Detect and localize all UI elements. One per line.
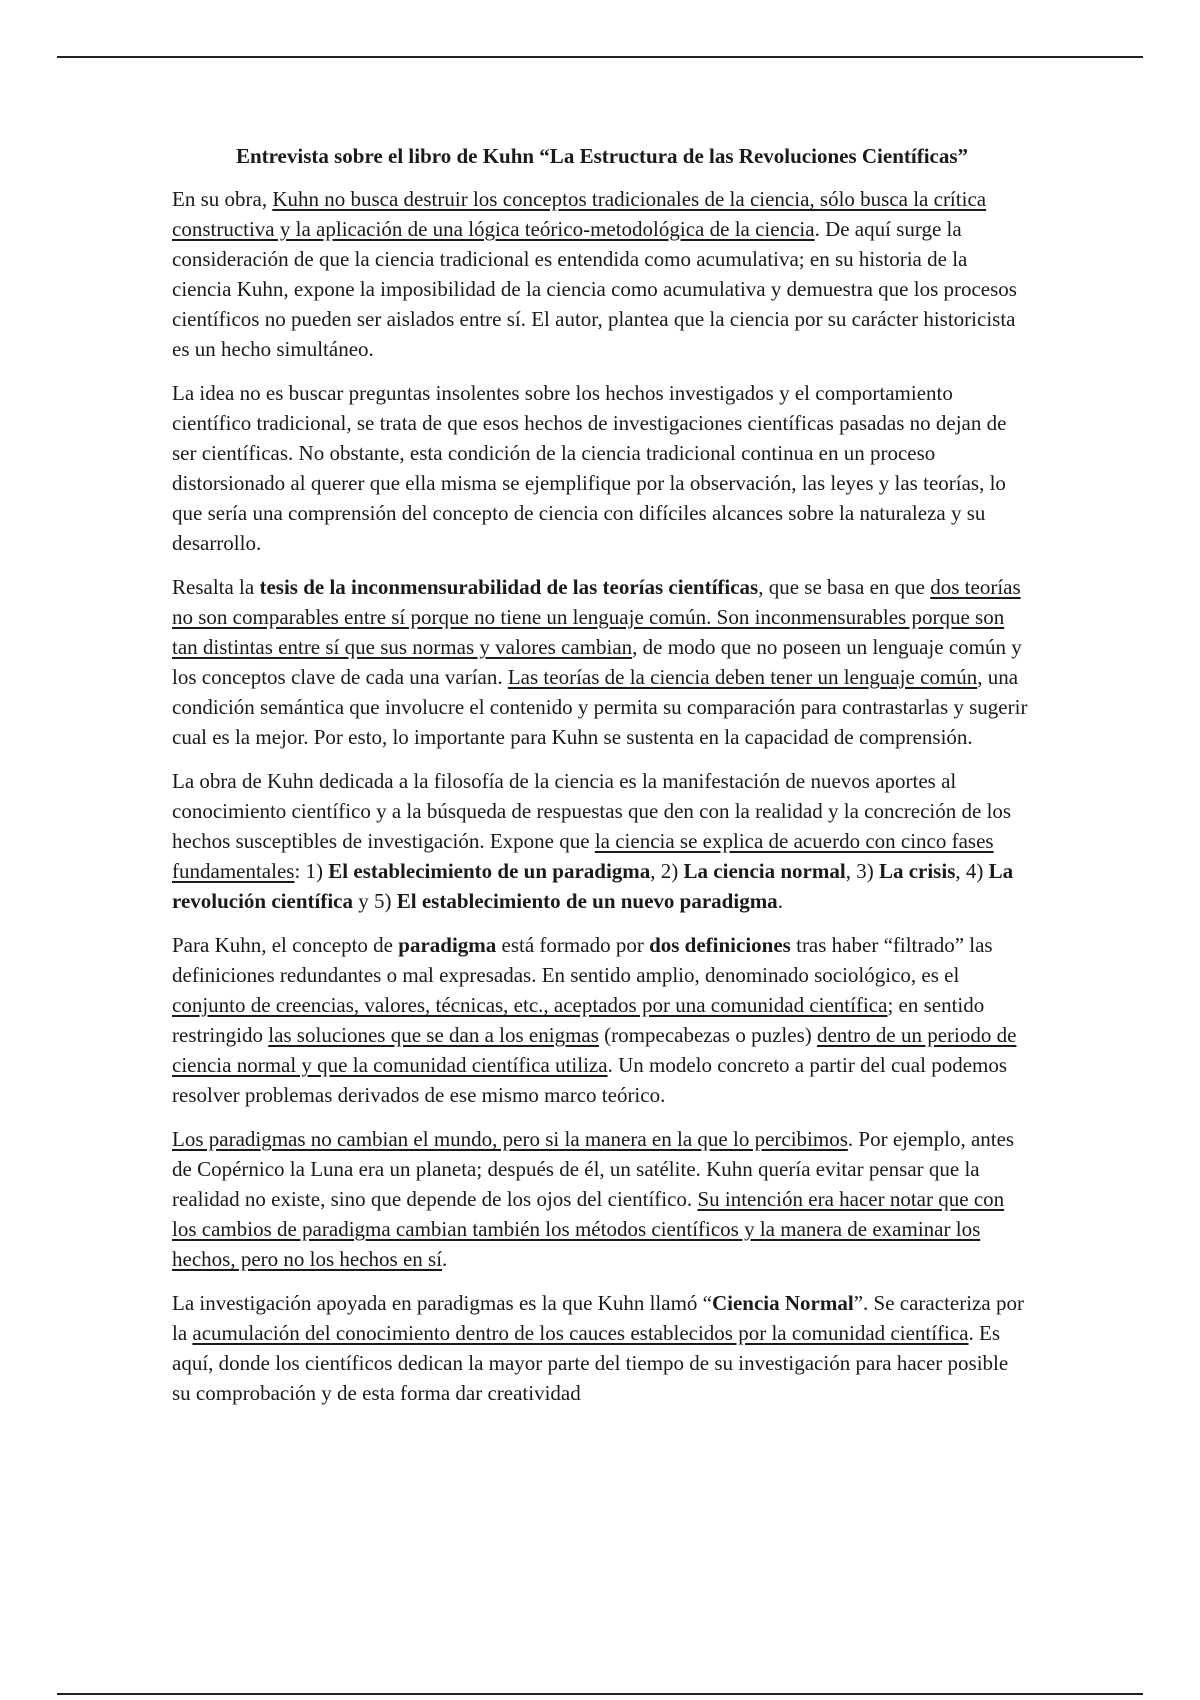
text-run: ; en sentido restringido <box>172 993 985 1047</box>
text-run: , 3) <box>845 859 879 883</box>
bold-text: tesis de la inconmensurabilidad de las teorías científicas <box>259 575 759 599</box>
text-run: . <box>442 1247 448 1271</box>
document-body <box>172 140 1032 1422</box>
underlined-text: las soluciones que se dan a los enigmas <box>268 1023 599 1047</box>
text-run: y 5) <box>353 889 397 913</box>
paragraph <box>172 184 1032 364</box>
bold-text: Ciencia Normal <box>711 1291 854 1315</box>
bold-text: La crisis <box>878 859 956 883</box>
text-run: La idea no es buscar preguntas insolentes sobre los hechos investigados y el comportamiento científico tradicional, se trata de que esos hechos de investigaciones científicas pasadas no dejan de ser científicas. No obstante, esta condición de la ciencia tradicional continua en un proceso distorsionado al querer que ella misma se ejemplifique por la observación, las leyes y las teorías, lo que sería una comprensión del concepto de ciencia con difíciles alcances sobre la naturaleza y su desarrollo. <box>172 381 1007 555</box>
underlined-text: la ciencia se explica de acuerdo con cinco fases fundamentales <box>172 829 994 883</box>
paragraph <box>172 1288 1032 1408</box>
paragraph <box>172 378 1032 558</box>
text-run: , de modo que no poseen un lenguaje común y los conceptos clave de cada una varían. <box>172 635 1022 689</box>
text-run: . Por ejemplo, antes de Copérnico la Luna era un planeta; después de él, un satélite. Kuhn quería evitar pensar que la realidad no existe, sino que depende de los ojos del científico. <box>172 1127 1015 1211</box>
underlined-text: Las teorías de la ciencia deben tener un lenguaje común <box>507 665 978 689</box>
text-run: (rompecabezas o puzles) <box>598 1023 817 1047</box>
text-run: tras haber “filtrado” las definiciones redundantes o mal expresadas. En sentido amplio, denominado sociológico, es el <box>172 933 993 987</box>
underlined-text: conjunto de creencias, valores, técnicas, etc., aceptados por una comunidad científica <box>172 993 888 1017</box>
bold-text: La revolución científica <box>172 859 1014 913</box>
bold-text: El establecimiento de un nuevo paradigma <box>396 889 778 913</box>
text-run: En su obra, <box>172 187 273 211</box>
text-run: ”. Se caracteriza por la <box>172 1291 1024 1345</box>
top-rule <box>57 56 1143 58</box>
text-run: Resalta la <box>172 575 260 599</box>
paragraph <box>172 930 1032 1110</box>
text-run: La investigación apoyada en paradigmas es la que Kuhn llamó “ <box>172 1291 712 1315</box>
bold-text: El establecimiento de un paradigma <box>328 859 651 883</box>
paragraph <box>172 572 1032 752</box>
text-run: está formado por <box>496 933 650 957</box>
text-run: Para Kuhn, el concepto de <box>172 933 399 957</box>
text-run: , 2) <box>650 859 684 883</box>
underlined-text: acumulación del conocimiento dentro de los cauces establecidos por la comunidad científica <box>192 1321 969 1345</box>
text-run: . Un modelo concreto a partir del cual podemos resolver problemas derivados de ese mismo marco teórico. <box>172 1053 1008 1107</box>
underlined-text: Kuhn no busca destruir los conceptos tradicionales de la ciencia, sólo busca la crítica constructiva y la aplicación de una lógica teórico-metodológica de la ciencia <box>172 187 987 241</box>
bold-text: La ciencia normal <box>683 859 846 883</box>
text-run: La obra de Kuhn dedicada a la filosofía de la ciencia es la manifestación de nuevos aportes al conocimiento científico y a la búsqueda de respuestas que den con la realidad y la concreción de los hechos susceptibles de investigación. Expone que <box>172 769 1012 853</box>
underlined-text: dentro de un periodo de ciencia normal y que la comunidad científica utiliza <box>172 1023 1017 1077</box>
text-run: , que se basa en que <box>758 575 931 599</box>
paragraph <box>172 766 1032 916</box>
text-run: . Es aquí, donde los científicos dedican la mayor parte del tiempo de su investigación para hacer posible su comprobación y de esta forma dar creatividad <box>172 1321 1009 1405</box>
paragraph-container <box>172 184 1032 1408</box>
document-title: Entrevista sobre el libro de Kuhn “La Estructura de las Revoluciones Científicas” <box>235 144 969 168</box>
bold-text: paradigma <box>398 933 497 957</box>
paragraph <box>172 1124 1032 1274</box>
bold-text: dos definiciones <box>649 933 791 957</box>
text-run: . <box>777 889 783 913</box>
text-run: . De aquí surge la consideración de que la ciencia tradicional es entendida como acumulativa; en su historia de la ciencia Kuhn, expone la imposibilidad de la ciencia como acumulativa y demuestra que los procesos científicos no pueden ser aislados entre sí. El autor, plantea que la ciencia por su carácter historicista es un hecho simultáneo. <box>172 217 1017 361</box>
underlined-text: Su intención era hacer notar que con los cambios de paradigma cambian también los métodos científicos y la manera de examinar los hechos, pero no los hechos en sí <box>172 1187 1005 1271</box>
bottom-rule <box>57 1693 1143 1695</box>
text-run: , 4) <box>955 859 989 883</box>
underlined-text: dos teorías no son comparables entre sí porque no tiene un lenguaje común. Son inconmensurables porque son tan distintas entre sí que sus normas y valores cambian <box>172 575 1021 659</box>
text-run: : 1) <box>294 859 329 883</box>
text-run: , una condición semántica que involucre el contenido y permita su comparación para contrastarlas y sugerir cual es la mejor. Por esto, lo importante para Kuhn se sustenta en la capacidad de comprensión. <box>172 665 1028 749</box>
underlined-text: Los paradigmas no cambian el mundo, pero si la manera en la que lo percibimos <box>172 1127 848 1151</box>
